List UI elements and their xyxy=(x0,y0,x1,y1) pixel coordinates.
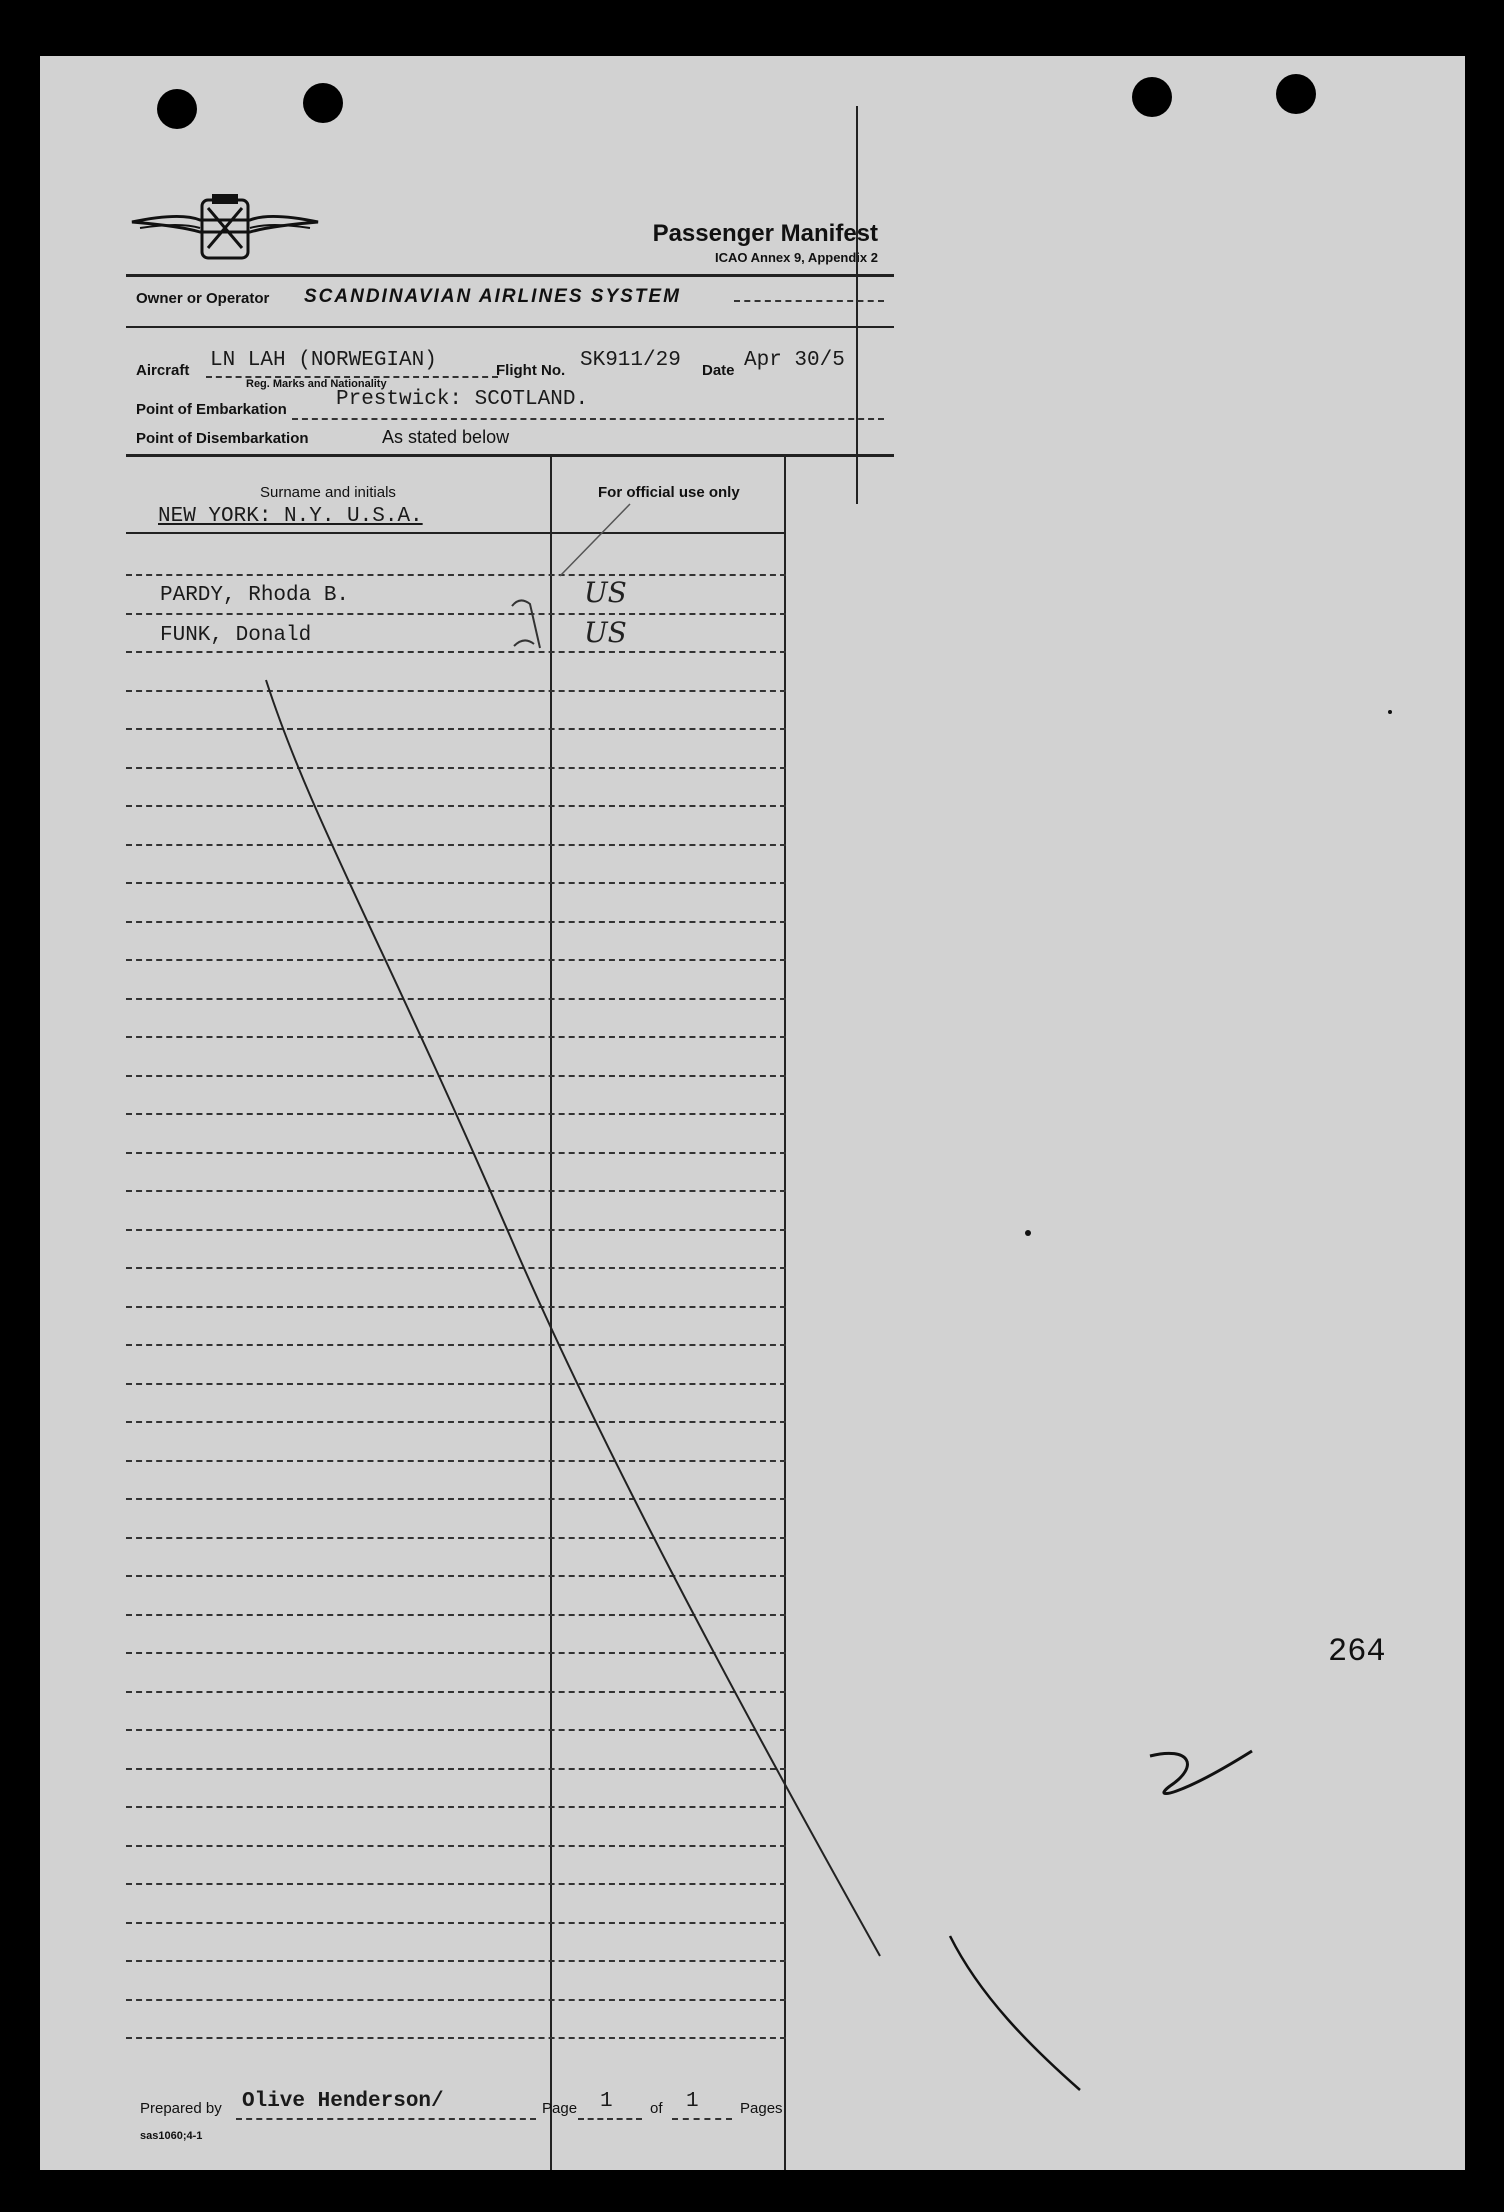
date-value: Apr 30/5 xyxy=(744,349,845,372)
date-label: Date xyxy=(702,362,735,379)
flight-value: SK911/29 xyxy=(580,349,681,372)
disembarkation-label: Point of Disembarkation xyxy=(136,430,309,447)
pen-strokes xyxy=(40,56,1465,2170)
passenger-name: PARDY, Rhoda B. xyxy=(160,584,350,607)
owner-label: Owner or Operator xyxy=(136,290,270,307)
passenger-name: FUNK, Donald xyxy=(160,624,312,647)
page-title: Passenger Manifest xyxy=(652,220,878,247)
form-code: sas1060;4-1 xyxy=(140,2130,203,2142)
page-label: Page xyxy=(542,2100,578,2117)
owner-value: SCANDINAVIAN AIRLINES SYSTEM xyxy=(304,286,681,307)
of-value: 1 xyxy=(686,2090,699,2113)
aircraft-sublabel: Reg. Marks and Nationality xyxy=(246,378,387,390)
aircraft-label: Aircraft xyxy=(136,362,190,379)
official-mark: US xyxy=(584,616,627,649)
page-subtitle: ICAO Annex 9, Appendix 2 xyxy=(714,250,878,265)
page-value: 1 xyxy=(600,2090,613,2113)
prepared-label: Prepared by xyxy=(140,2100,222,2117)
disembarkation-value: As stated below xyxy=(382,427,510,447)
destination-value: NEW YORK: N.Y. U.S.A. xyxy=(158,505,423,528)
manifest-sheet xyxy=(40,56,1465,2170)
embarkation-label: Point of Embarkation xyxy=(136,401,287,418)
col-official-header: For official use only xyxy=(598,484,740,501)
of-label: of xyxy=(650,2100,663,2117)
prepared-value: Olive Henderson/ xyxy=(242,2090,444,2113)
col-surname-header: Surname and initials xyxy=(260,484,396,501)
aircraft-value: LN LAH (NORWEGIAN) xyxy=(210,349,437,372)
flight-label: Flight No. xyxy=(496,362,566,379)
stamp-number: 264 xyxy=(1328,1633,1386,1670)
official-mark: US xyxy=(584,576,627,609)
embarkation-value: Prestwick: SCOTLAND. xyxy=(336,388,589,411)
pages-label: Pages xyxy=(740,2100,783,2117)
